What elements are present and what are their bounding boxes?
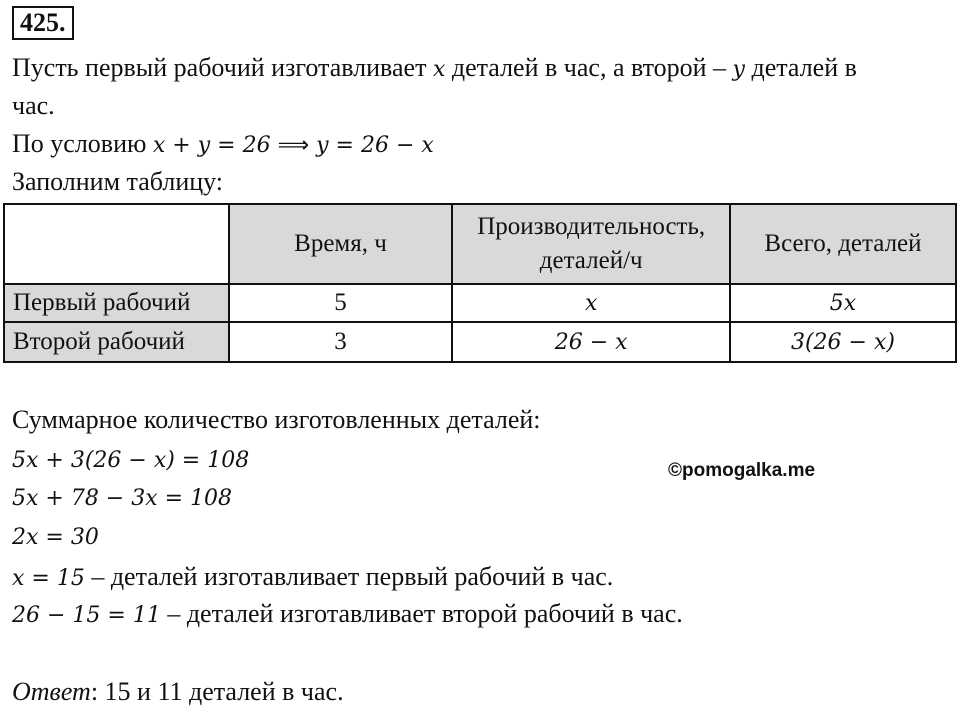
answer-line — [12, 676, 344, 708]
intro-text-c: деталей в — [744, 53, 857, 82]
intro-text-a: Пусть первый рабочий изготавливает — [12, 53, 433, 82]
step-math: 26 − 15 = 11 — [12, 603, 161, 628]
condition-eq-2: y = 26 − x — [316, 133, 434, 158]
var-x: x — [432, 57, 446, 82]
step-math: 5x + 3(26 − x) = 108 — [12, 448, 250, 473]
row-total: 5x — [730, 284, 956, 322]
condition-label: По условию — [12, 129, 153, 158]
condition-line — [12, 128, 434, 162]
answer-label: Ответ — [12, 677, 91, 706]
solution-step — [12, 443, 249, 477]
problem-number: 425. — [12, 6, 74, 40]
step-math: x = 15 — [12, 566, 85, 591]
table-row — [4, 284, 956, 322]
intro-text-b: деталей в час, а второй – — [445, 53, 733, 82]
row-rate: 26 − x — [452, 322, 730, 362]
table-header-row — [4, 204, 956, 284]
step-text: – деталей изготавливает первый рабочий в час. — [84, 562, 614, 591]
intro-line-2: час. — [12, 91, 55, 120]
header-total: Всего, деталей — [730, 204, 956, 284]
table-row — [4, 322, 956, 362]
condition-eq-1: x + y = 26 — [152, 133, 271, 158]
step-text: – деталей изготавливает второй рабочий в час. — [160, 599, 683, 628]
intro-line-1 — [12, 52, 857, 86]
row-time: 5 — [229, 284, 453, 322]
var-y: y — [732, 57, 745, 82]
row-name: Первый рабочий — [4, 284, 229, 322]
implies-arrow: ⟹ — [270, 133, 317, 158]
fill-table-caption: Заполним таблицу: — [12, 167, 224, 196]
sum-title: Суммарное количество изготовленных деталей: — [12, 405, 541, 434]
step-math: 2x = 30 — [12, 525, 99, 550]
solution-step — [12, 481, 232, 515]
header-rate-line-1: Производительность, — [477, 213, 706, 240]
watermark: ©pomogalka.me — [668, 460, 816, 481]
solution-step — [12, 520, 99, 554]
row-time: 3 — [229, 322, 453, 362]
solution-step — [12, 598, 683, 632]
row-rate: x — [452, 284, 730, 322]
row-name: Второй рабочий — [4, 322, 229, 362]
answer-text: : 15 и 11 деталей в час. — [90, 677, 344, 706]
header-rate — [452, 204, 730, 284]
step-math: 5x + 78 − 3x = 108 — [12, 486, 233, 511]
solution-step — [12, 561, 613, 595]
work-table — [3, 203, 957, 363]
header-time: Время, ч — [229, 204, 453, 284]
row-total: 3(26 − x) — [730, 322, 956, 362]
header-blank — [4, 204, 229, 284]
header-rate-line-2: деталей/ч — [539, 247, 643, 274]
